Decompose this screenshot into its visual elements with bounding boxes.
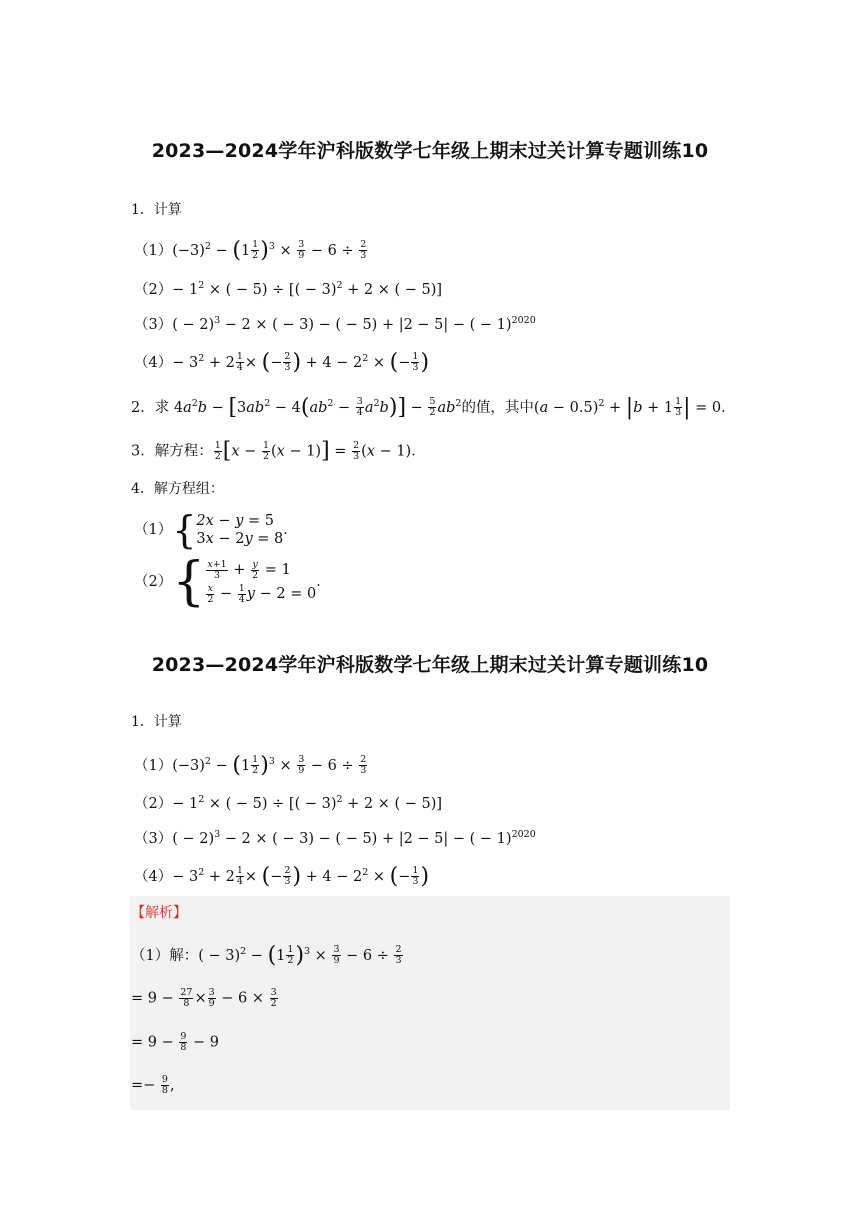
question-1-item-2-repeat: $(2)- 1^2$ × ( − 5) ÷ [( − 3)$^2$ + 2 × ( − 5)] [134, 794, 443, 812]
analysis-line-1: （1）解：( − 3)$^2$ − (1 $\frac{1}{2}$ )$^3$ × $\frac{3}{9}$ − 6 ÷ $\frac{2}{3}$ [131, 942, 402, 968]
page-title: 2023—2024学年沪科版数学七年级上期末过关计算专题训练10 [151, 140, 709, 162]
question-4-item-1: （1）{2x − y = 5 3x − 2y = 8． [134, 508, 298, 552]
question-2: 2．求 $4a^2b - [3ab^2 - 4(ab^2$ − $\frac{3}{4}$ $a^2b$)] − $\frac{5}{2}$ $ab^2$的值，其中$(a - 0.5)^2 + |b + 1$ $\frac{1}{3}$ | = 0． [131, 394, 736, 420]
analysis-line-3: = 9 − $\frac{9}{8}$ − 9 [131, 1031, 219, 1053]
question-1-item-1: $(1)(-3)^2 - (1$ $\frac{1}{2}$ )$^3$ × $\frac{3}{9}$ − 6 ÷ $\frac{2}{3}$ [134, 237, 367, 263]
question-1-item-4-repeat: $(4)- 3^2 + 2$ $\frac{1}{4}$ × (− $\frac{2}{3}$ ) + $4 - 2^2$ × (− $\frac{1}{3}$ ) [134, 863, 430, 889]
question-3: 3．解方程： $\frac{1}{2}$ [x − $\frac{1}{2}$ (x − 1)] = $\frac{2}{3}$ (x − 1)． [131, 438, 426, 464]
question-1-item-2: $(2)- 1^2$ × ( − 5) ÷ [( − 3)$^2$ + 2 × ( − 5)] [134, 280, 443, 298]
question-1-label: 1．计算 [131, 202, 182, 218]
analysis-line-2: = 9 − $\frac{27}{8}$ × $\frac{3}{9}$ − 6 × $\frac{3}{2}$ [131, 987, 277, 1009]
question-1-item-3: $(3)( - 2)^3 - 2$ × ( − 3) − ( − 5) + |2 − 5| − ( − 1)$^{2020}$ [134, 315, 536, 333]
question-1-item-3-repeat: $(3)( - 2)^3 - 2$ × ( − 3) − ( − 5) + |2 − 5| − ( − 1)$^{2020}$ [134, 829, 536, 847]
analysis-label: 【解析】 [131, 905, 187, 921]
section-title-repeat: 2023—2024学年沪科版数学七年级上期末过关计算专题训练10 [151, 654, 709, 676]
question-4-item-2: （2）{ $\frac{x+1}{3}$ + $\frac{y}{2}$ = 1 $\frac{x}{2}$ − $\frac{1}{4}$ y − 2 = 0． [134, 552, 331, 612]
analysis-line-4: =− $\frac{9}{8}$ , [131, 1074, 175, 1096]
question-1-item-1-repeat: $(1)(-3)^2 - (1$ $\frac{1}{2}$ )$^3$ × $\frac{3}{9}$ − 6 ÷ $\frac{2}{3}$ [134, 752, 367, 778]
question-1-item-4: $(4)- 3^2 + 2$ $\frac{1}{4}$ × (− $\frac{2}{3}$ ) + $4 - 2^2$ × (− $\frac{1}{3}$ ) [134, 349, 430, 375]
question-1-label-repeat: 1．计算 [131, 714, 182, 730]
question-4-label: 4．解方程组： [131, 481, 224, 497]
